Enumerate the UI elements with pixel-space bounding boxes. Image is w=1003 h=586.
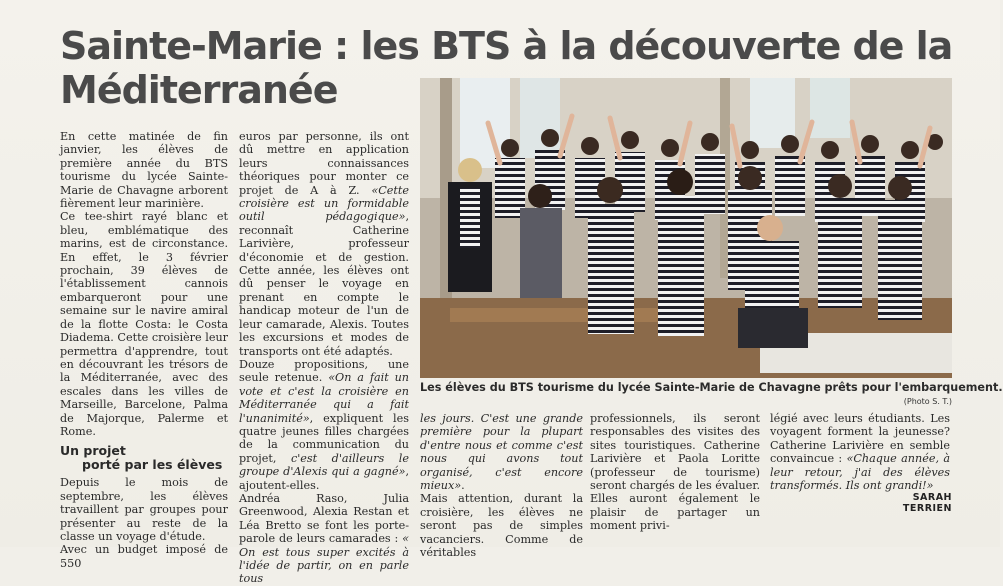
text-run: , ajoutent-elles. <box>239 465 409 492</box>
article-photo <box>420 78 952 378</box>
quote: « On est tous super excités à l'idée de partir, on en parle tous <box>239 532 409 586</box>
paragraph <box>239 492 409 586</box>
paragraph <box>420 412 583 492</box>
text-run: Douze propositions, une seule retenue. <box>239 357 409 385</box>
article-headline: Sainte-Marie : les BTS à la découverte de la Méditerranée <box>60 24 953 112</box>
paragraph: Depuis le mois de septembre, les élèves travaillent par groupes pour présenter au reste de la classe un voyage d'étude. <box>60 476 228 543</box>
article-column-1 <box>60 130 228 570</box>
article-subhead <box>60 444 228 472</box>
article-column-4 <box>590 412 760 533</box>
subhead-line-2: porté par les élèves <box>82 457 223 473</box>
article-column-3 <box>420 412 583 559</box>
text-run: . <box>461 479 465 493</box>
paragraph: En cette matinée de fin janvier, les élèves de première année du BTS tourisme du lycée Sainte-Marie de Chavagne arborent fièrement leur marinière. <box>60 130 228 211</box>
students-group-photo <box>420 78 952 378</box>
quote: c'est d'ailleurs le groupe d'Alexis qui a gagné» <box>239 451 409 479</box>
paragraph: Avec un budget imposé de 550 <box>60 543 228 570</box>
paragraph <box>239 358 409 492</box>
paragraph: professionnels, ils seront responsables des visites des sites touristiques. Catherine Larivière et Paola Loritte (professeur de tourisme) seront chargés de les évaluer. Elles auront également le plaisir de partager un moment privi- <box>590 412 760 533</box>
subhead-line-1: Un projet <box>60 443 126 459</box>
text-run: , expliquent les quatre jeunes filles chargées de la communication du projet, <box>239 411 409 465</box>
text-run: Andréa Raso, Julia Greenwood, Alexia Restan et Léa Bretto se font les porte-parole de leurs camarades : <box>239 491 409 546</box>
paragraph: Ce tee-shirt rayé blanc et bleu, emblématique des marins, est de circonstance. En effet, le 3 février prochain, 39 élèves de l'établissement cannois embarqueront pour une semaine sur le navire amiral de la flotte Costa: le Costa Diadema. Cette croisière leur permettra d'apprendre, tout en découvrant les trésors de la Méditerranée, avec des escales dans les villes de Marseille, Barcelone, Palma de Majorque, Palerme et Rome. <box>60 210 228 438</box>
article-column-2 <box>239 130 409 586</box>
quote: «Chaque année, à leur retour, j'ai des élèves transformés. Ils ont grandi!» <box>770 452 950 493</box>
quote: «On a fait un vote et c'est la croisière en Méditerranée qui a fait l'unanimité» <box>239 371 409 425</box>
author-signature: SARAH TERRIEN <box>902 492 952 514</box>
text-run: légié avec leurs étudiants. Les voyagent forment la jeunesse? Catherine Larivière en semble convaincue : <box>770 412 950 466</box>
article-column-5 <box>770 412 950 492</box>
text-run: euros par personne, ils ont dû mettre en application leurs connaissances théoriques pour monter ce projet de A à Z. <box>239 130 409 197</box>
photo-caption: Les élèves du BTS tourisme du lycée Sainte-Marie de Chavagne prêts pour l'embarquement. <box>420 381 1003 394</box>
text-run: , reconnaît Catherine Larivière, professeur d'économie et de gestion. Cette année, les élèves ont dû penser le voyage en prenant en compte le handicap moteur de l'un de leur camarade, Alexis. Toutes les excursions et modes de transports ont été adaptés. <box>239 210 409 358</box>
paragraph: Mais attention, durant la croisière, les élèves ne seront pas de simples vacanciers. Comme de véritables <box>420 492 583 560</box>
quote: «Cette croisière est un formidable outil pédagogique» <box>239 183 409 224</box>
quote: les jours. C'est une grande première pour la plupart d'entre nous et comme c'est nous qui avons tout organisé, c'est encore mieux» <box>420 412 583 493</box>
paragraph <box>239 130 409 358</box>
paragraph <box>770 412 950 492</box>
photo-credit: (Photo S. T.) <box>903 397 952 406</box>
